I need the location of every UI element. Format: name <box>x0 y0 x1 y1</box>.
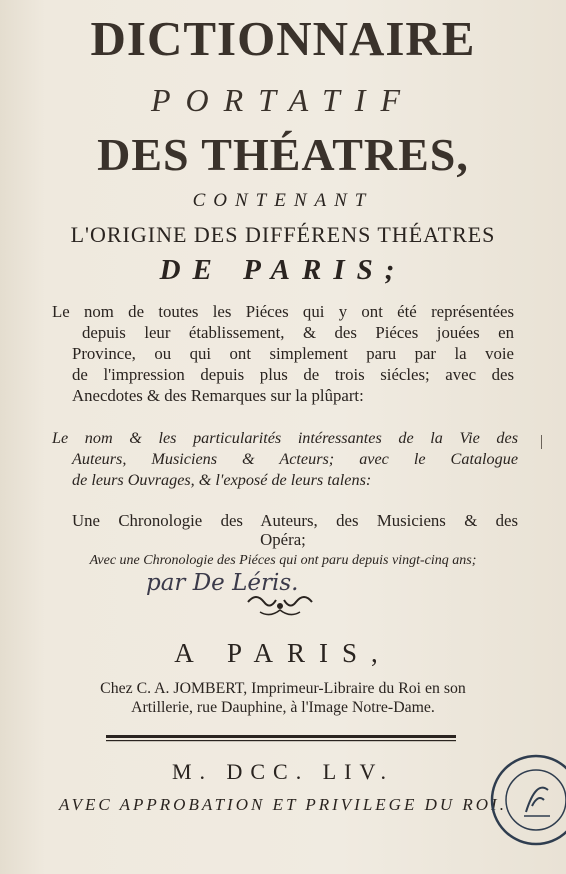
description-line: de l'impression depuis plus de trois siécles; avec des <box>72 365 514 384</box>
margin-mark <box>541 435 542 449</box>
chronologie-line <box>72 510 518 531</box>
avec-chronologie-line: Avec une Chronologie des Piéces qui ont paru depuis vingt-cinq ans; <box>89 553 477 568</box>
description-line: Anecdotes & des Remarques sur la plûpart: <box>72 386 364 405</box>
description-line: depuis leur établissement, & des Piéces jouées en <box>82 323 514 342</box>
de-paris-line: DE PARIS; <box>159 254 407 286</box>
book-title: DICTIONNAIRE <box>90 11 476 66</box>
opera-line: Opéra; <box>260 530 306 549</box>
book-subtitle-theatres: DES THÉATRES, <box>97 129 469 180</box>
approbation-line: AVEC APPROBATION ET PRIVILEGE DU ROI. <box>59 795 507 814</box>
authors-line: Auteurs, Musiciens & Acteurs; avec le Catalogue <box>72 450 518 468</box>
publisher-line-2: Artillerie, rue Dauphine, à l'Image Notre-Dame. <box>131 699 435 716</box>
double-rule-divider <box>106 735 456 743</box>
authors-line: de leurs Ouvrages, & l'exposé de leurs talens: <box>72 471 372 489</box>
library-stamp-icon <box>486 750 566 850</box>
handwritten-attribution: par De Léris. <box>146 570 299 596</box>
publisher-line-1: Chez C. A. JOMBERT, Imprimeur-Libraire du Roi en son <box>100 680 466 697</box>
authors-line: Le nom & les particularités intéressantes de la Vie des <box>52 429 518 447</box>
publication-date: M. DCC. LIV. <box>171 759 395 784</box>
ornament-icon <box>240 590 320 620</box>
place-of-publication: A PARIS, <box>174 638 392 668</box>
chronologie-text: Une Chronologie des Auteurs, des Musiciens & des <box>72 511 518 530</box>
contenant-heading: CONTENANT <box>192 190 374 211</box>
description-line: Le nom de toutes les Piéces qui y ont été représentées <box>52 302 514 321</box>
description-line: Province, ou qui ont simplement paru par la voie <box>72 344 514 363</box>
description-paragraph <box>52 301 514 406</box>
origine-line: L'ORIGINE DES DIFFÉRENS THÉATRES <box>70 222 496 247</box>
authors-paragraph <box>52 428 518 491</box>
book-subtitle-portatif: PORTATIF <box>151 82 415 118</box>
